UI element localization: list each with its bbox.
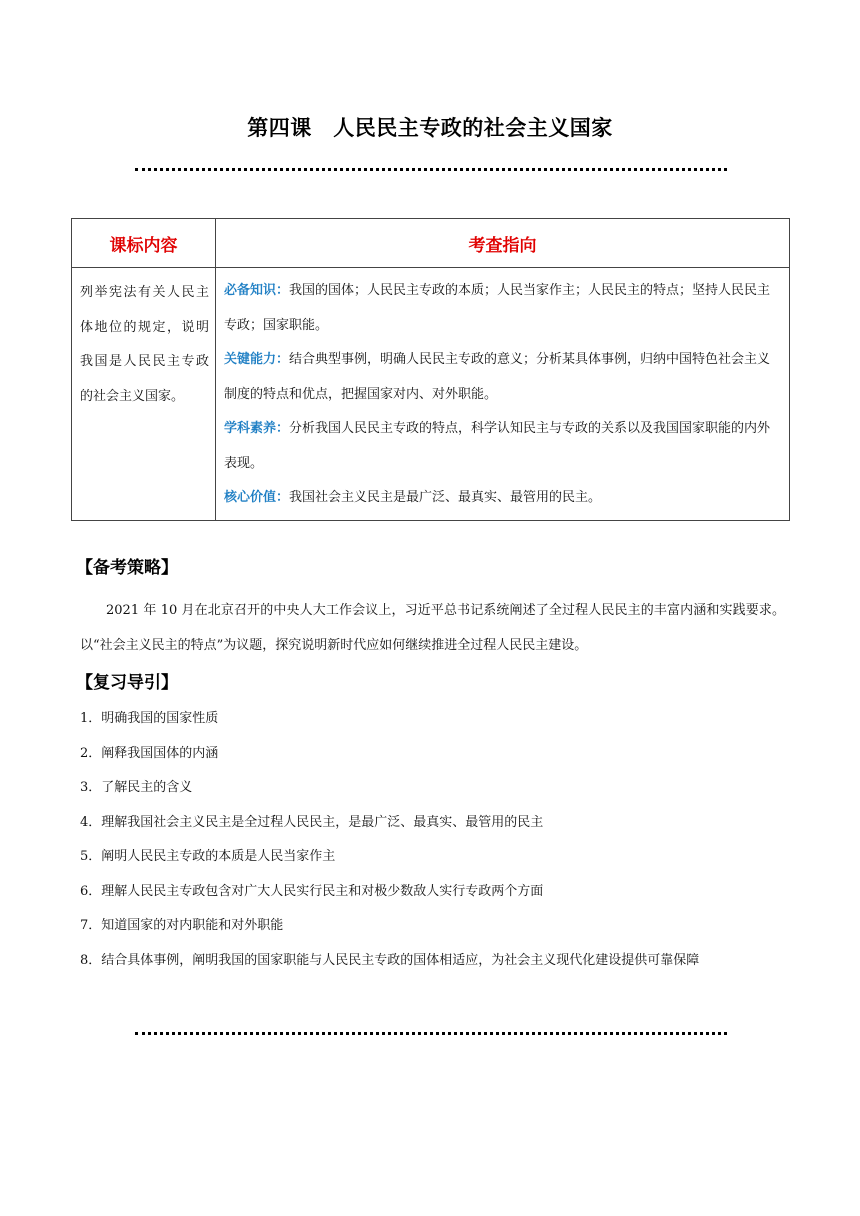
list-item: 4．理解我国社会主义民主是全过程人民民主，是最广泛、最真实、最管用的民主 [80, 814, 544, 830]
list-item: 5．阐明人民民主专政的本质是人民当家作主 [80, 849, 336, 864]
col1-header: 课标内容 [72, 219, 216, 268]
item-text: 我国的国体；人民民主专政的本质；人民当家作主；人民民主的特点；坚持人民民主专政；国家职能。 [224, 283, 771, 333]
item-label: 关键能力： [224, 352, 290, 367]
curriculum-content: 列举宪法有关人民主体地位的规定，说明我国是人民民主专政的社会主义国家。 [72, 268, 216, 521]
page-title: 第四课 人民民主专政的社会主义国家 [247, 116, 613, 140]
item-label: 核心价值： [224, 490, 290, 505]
strategy-paragraph: 2021 年 10 月在北京召开的中央人大工作会议上，习近平总书记系统阐述了全过程人民民主的丰富内涵和实践要求。以“社会主义民主的特点”为议题，探究说明新时代应如何继续推进全过程人民民主建设。 [80, 603, 785, 653]
col2-header: 考查指向 [216, 219, 790, 268]
list-item [224, 481, 781, 516]
list-item: 7．知道国家的对内职能和对外职能 [80, 918, 284, 933]
list-item [224, 274, 781, 343]
assessment-points [216, 268, 790, 521]
list-item [224, 412, 781, 481]
item-text: 我国社会主义民主是最广泛、最真实、最管用的民主。 [289, 490, 602, 505]
list-item: 6．理解人民民主专政包含对广大人民实行民主和对极少数敌人实行专政两个方面 [80, 883, 544, 899]
item-text: 结合典型事例，明确人民民主专政的意义；分析某具体事例，归纳中国特色社会主义制度的特点和优点，把握国家对内、对外职能。 [224, 352, 771, 402]
dotted-divider-top [135, 168, 727, 171]
list-item: 2．阐释我国国体的内涵 [80, 745, 219, 761]
guide-heading: 【复习导引】 [76, 673, 178, 693]
list-item: 1．明确我国的国家性质 [80, 711, 219, 726]
list-item [224, 343, 781, 412]
list-item: 8．结合具体事例，阐明我国的国家职能与人民民主专政的国体相适应，为社会主义现代化建设提供可靠保障 [80, 952, 700, 968]
table-header-row [72, 219, 790, 268]
curriculum-table [71, 218, 790, 521]
item-text: 分析我国人民民主专政的特点，科学认知民主与专政的关系以及我国国家职能的内外表现。 [224, 421, 771, 471]
guide-list [80, 702, 792, 978]
item-label: 学科素养： [224, 421, 290, 436]
item-label: 必备知识： [224, 283, 290, 298]
strategy-heading: 【备考策略】 [76, 558, 178, 578]
table-body-row [72, 268, 790, 521]
list-item: 3．了解民主的含义 [80, 780, 193, 795]
dotted-divider-bottom [135, 1032, 727, 1035]
